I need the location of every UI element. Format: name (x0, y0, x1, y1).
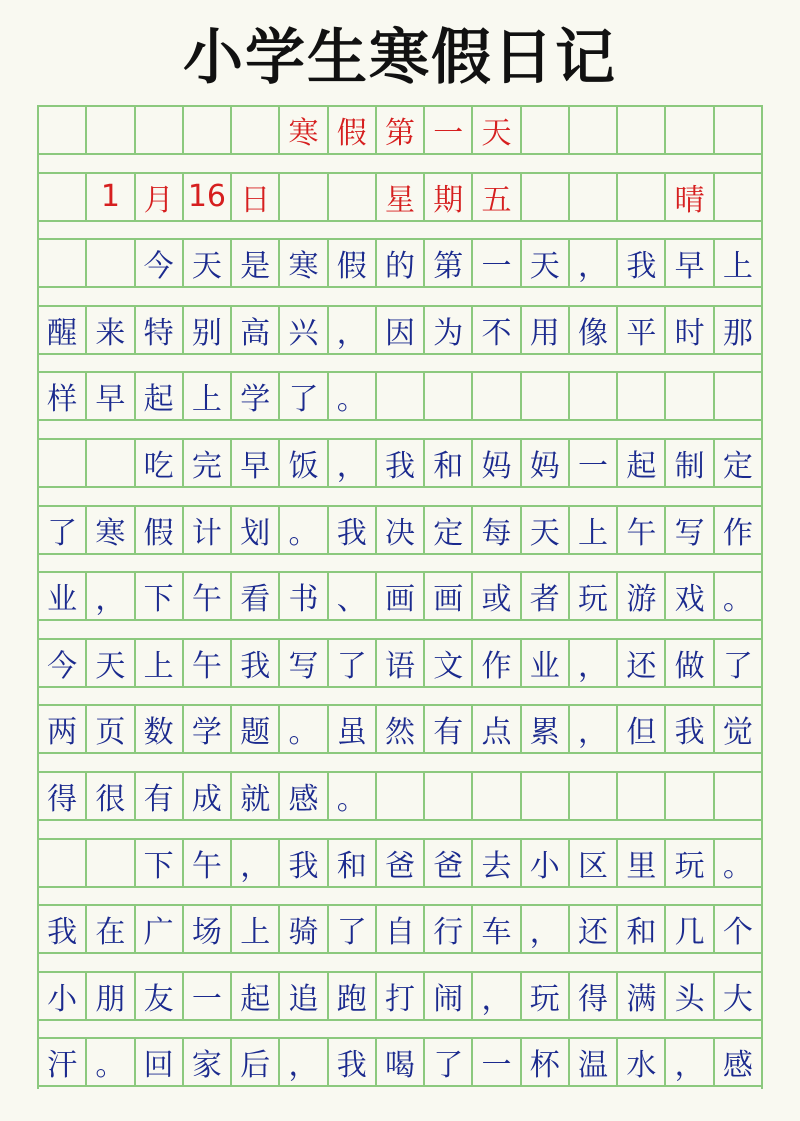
grid-cell (522, 373, 570, 419)
grid-cell (39, 840, 87, 886)
grid-cell: 1 (87, 174, 135, 220)
grid-cell: 区 (570, 840, 618, 886)
grid-cell: 五 (473, 174, 521, 220)
grid-cell: 写 (666, 507, 714, 553)
grid-cell: 午 (184, 640, 232, 686)
grid-cell (715, 773, 761, 819)
grid-cell: 感 (722, 1048, 753, 1084)
grid-cell: 定 (722, 449, 753, 484)
grid-cell (618, 174, 666, 220)
grid-cell: 了 (280, 373, 328, 419)
grid-cell: 。 (329, 373, 377, 419)
grid-cell: 为 (425, 307, 473, 353)
text-row (39, 971, 761, 1021)
grid-cell: 行 (425, 906, 473, 952)
grid-cell: 在 (87, 906, 135, 952)
grid-cell: ， (570, 706, 618, 752)
grid-cell: 第 (425, 240, 473, 286)
grid-cell: 一 (184, 973, 232, 1019)
grid-cell: 兴 (280, 307, 328, 353)
grid-cell: 。 (722, 582, 753, 618)
grid-cell: 了 (722, 648, 753, 684)
grid-cell: 定 (425, 507, 473, 553)
grid-cell (522, 174, 570, 220)
grid-cell: 日 (232, 174, 280, 220)
text-row (39, 638, 761, 688)
grid-cell: 爸 (425, 840, 473, 886)
grid-cell: ， (666, 1039, 714, 1085)
grid-cell: 广 (136, 906, 184, 952)
grid-cell: ， (570, 240, 618, 286)
grid-cell: ， (329, 307, 377, 353)
grid-cell: 戏 (666, 573, 714, 619)
grid-cell: 朋 (87, 973, 135, 1019)
grid-cell: 假 (136, 507, 184, 553)
grid-cell: 后 (232, 1039, 280, 1085)
grid-cell: 我 (232, 640, 280, 686)
grid-cell (473, 373, 521, 419)
grid-cell: 和 (618, 906, 666, 952)
grid-cell: ， (87, 573, 135, 619)
grid-cell: 寒 (87, 507, 135, 553)
text-row (39, 838, 761, 888)
text-row (39, 238, 761, 288)
grid-cell: 一 (425, 107, 473, 153)
text-row (39, 371, 761, 421)
grid-cell: 假 (329, 240, 377, 286)
grid-cell: 平 (618, 307, 666, 353)
grid-cell: 小 (39, 973, 87, 1019)
grid-cell: 写 (280, 640, 328, 686)
grid-cell (280, 174, 328, 220)
grid-cell: 回 (136, 1039, 184, 1085)
grid-cell: 早 (666, 240, 714, 286)
grid-cell: 上 (232, 906, 280, 952)
grid-cell (715, 174, 761, 220)
grid-cell: 完 (184, 440, 232, 486)
grid-cell: 16 (184, 174, 232, 220)
grid-cell: 虽 (329, 706, 377, 752)
grid-cell: 起 (136, 373, 184, 419)
grid-cell: 有 (136, 773, 184, 819)
grid-cell: 做 (666, 640, 714, 686)
grid-cell (666, 107, 714, 153)
grid-cell: 作 (722, 515, 753, 551)
grid-cell: 有 (425, 706, 473, 752)
grid-cell: 是 (232, 240, 280, 286)
grid-cell: 水 (618, 1039, 666, 1085)
grid-cell (136, 107, 184, 153)
grid-cell: 者 (522, 573, 570, 619)
grid-cell: 里 (618, 840, 666, 886)
grid-cell (377, 373, 425, 419)
grid-cell: 自 (377, 906, 425, 952)
grid-cell: 期 (425, 174, 473, 220)
grid-cell: 天 (522, 507, 570, 553)
grid-cell: 上 (570, 507, 618, 553)
grid-cell: 和 (425, 440, 473, 486)
grid-cell: 我 (280, 840, 328, 886)
grid-cell (715, 107, 761, 153)
grid-cell: 来 (87, 307, 135, 353)
grid-cell: 下 (136, 840, 184, 886)
grid-cell: 觉 (722, 715, 753, 751)
grid-cell: 像 (570, 307, 618, 353)
grid-cell: 月 (136, 174, 184, 220)
grid-cell: 车 (473, 906, 521, 952)
grid-cell (618, 107, 666, 153)
grid-cell: 场 (184, 906, 232, 952)
grid-cell (87, 440, 135, 486)
grid-cell: 星 (377, 174, 425, 220)
grid-cell: 计 (184, 507, 232, 553)
grid-cell: 。 (329, 773, 377, 819)
grid-cell: 还 (570, 906, 618, 952)
grid-cell: 一 (473, 1039, 521, 1085)
grid-cell (39, 240, 87, 286)
grid-cell: 了 (39, 507, 87, 553)
grid-cell: 我 (329, 1039, 377, 1085)
grid-cell: 骑 (280, 906, 328, 952)
grid-cell: 画 (425, 573, 473, 619)
grid-cell: 学 (232, 373, 280, 419)
grid-cell: 爸 (377, 840, 425, 886)
date-row (39, 172, 761, 222)
grid-cell (87, 107, 135, 153)
grid-cell (39, 107, 87, 153)
grid-cell: 妈 (473, 440, 521, 486)
grid-cell: 、 (329, 573, 377, 619)
diary-heading-row (39, 105, 761, 155)
grid-cell: 几 (666, 906, 714, 952)
grid-cell: 喝 (377, 1039, 425, 1085)
grid-cell: 我 (618, 240, 666, 286)
grid-cell: 汗 (39, 1039, 87, 1085)
grid-cell (522, 773, 570, 819)
grid-cell: 起 (618, 440, 666, 486)
grid-cell: 页 (87, 706, 135, 752)
grid-cell: 午 (184, 840, 232, 886)
grid-cell: ， (232, 840, 280, 886)
grid-cell: 学 (184, 706, 232, 752)
grid-cell: 跑 (329, 973, 377, 1019)
grid-cell: 数 (136, 706, 184, 752)
text-row (39, 438, 761, 488)
grid-cell: 划 (232, 507, 280, 553)
grid-cell: 时 (666, 307, 714, 353)
grid-cell: 题 (232, 706, 280, 752)
grid-cell: 游 (618, 573, 666, 619)
grid-cell: 和 (329, 840, 377, 886)
grid-cell: 画 (377, 573, 425, 619)
text-row (39, 704, 761, 754)
grid-cell (666, 773, 714, 819)
grid-cell (570, 174, 618, 220)
grid-cell: 成 (184, 773, 232, 819)
grid-cell (666, 373, 714, 419)
grid-cell: 。 (87, 1039, 135, 1085)
grid-cell: 闹 (425, 973, 473, 1019)
grid-cell: 打 (377, 973, 425, 1019)
grid-cell: 今 (136, 240, 184, 286)
grid-cell: 天 (184, 240, 232, 286)
text-row (39, 904, 761, 954)
grid-cell: 上 (184, 373, 232, 419)
grid-cell: 第 (377, 107, 425, 153)
grid-cell: 饭 (280, 440, 328, 486)
grid-cell: 或 (473, 573, 521, 619)
grid-cell: 。 (280, 507, 328, 553)
grid-cell (715, 373, 761, 419)
grid-cell: 用 (522, 307, 570, 353)
text-row (39, 505, 761, 555)
grid-cell (473, 773, 521, 819)
grid-cell: 头 (666, 973, 714, 1019)
grid-cell: 还 (618, 640, 666, 686)
grid-cell: 今 (39, 640, 87, 686)
grid-cell: 就 (232, 773, 280, 819)
grid-cell: 上 (136, 640, 184, 686)
grid-cell: 温 (570, 1039, 618, 1085)
grid-cell (570, 773, 618, 819)
grid-cell: 不 (473, 307, 521, 353)
grid-cell: 。 (280, 706, 328, 752)
grid-cell: 感 (280, 773, 328, 819)
grid-cell: 别 (184, 307, 232, 353)
grid-cell: 玩 (666, 840, 714, 886)
grid-cell: 但 (618, 706, 666, 752)
grid-cell: 然 (377, 706, 425, 752)
grid-cell (570, 373, 618, 419)
grid-cell: 我 (39, 906, 87, 952)
grid-cell (329, 174, 377, 220)
grid-cell: 起 (232, 973, 280, 1019)
grid-cell: 天 (473, 107, 521, 153)
grid-cell: 我 (377, 440, 425, 486)
grid-cell: 早 (87, 373, 135, 419)
grid-cell (39, 174, 87, 220)
grid-cell: 得 (570, 973, 618, 1019)
grid-cell (425, 773, 473, 819)
grid-cell: 制 (666, 440, 714, 486)
grid-cell: 寒 (280, 240, 328, 286)
grid-cell (425, 373, 473, 419)
grid-cell: 作 (473, 640, 521, 686)
grid-cell: 点 (473, 706, 521, 752)
text-row (39, 1037, 761, 1087)
grid-cell: 我 (329, 507, 377, 553)
grid-cell: 假 (329, 107, 377, 153)
grid-cell: 大 (722, 981, 753, 1017)
grid-cell: 家 (184, 1039, 232, 1085)
grid-cell: 小 (522, 840, 570, 886)
writing-grid (37, 105, 763, 1089)
grid-cell: 两 (39, 706, 87, 752)
grid-cell: 看 (232, 573, 280, 619)
grid-cell (618, 773, 666, 819)
grid-cell: ， (473, 973, 521, 1019)
grid-cell: 书 (280, 573, 328, 619)
grid-cell (570, 107, 618, 153)
grid-cell (39, 440, 87, 486)
grid-cell: 天 (87, 640, 135, 686)
grid-cell: 妈 (522, 440, 570, 486)
grid-cell (184, 107, 232, 153)
grid-cell: 了 (425, 1039, 473, 1085)
grid-cell: 追 (280, 973, 328, 1019)
grid-cell (522, 107, 570, 153)
grid-cell: 业 (39, 573, 87, 619)
grid-cell: 醒 (39, 307, 87, 353)
grid-cell: 杯 (522, 1039, 570, 1085)
grid-cell: 的 (377, 240, 425, 286)
grid-cell: 晴 (666, 174, 714, 220)
text-row (39, 305, 761, 355)
grid-cell: ， (280, 1039, 328, 1085)
page-title: 小学生寒假日记 (183, 23, 617, 93)
grid-cell: 很 (87, 773, 135, 819)
grid-cell: 得 (39, 773, 87, 819)
grid-cell: 决 (377, 507, 425, 553)
grid-cell: 样 (39, 373, 87, 419)
grid-cell: 个 (722, 915, 753, 951)
grid-cell: 午 (618, 507, 666, 553)
grid-cell: 玩 (522, 973, 570, 1019)
grid-cell (377, 773, 425, 819)
grid-cell: 满 (618, 973, 666, 1019)
text-row (39, 771, 761, 821)
grid-cell: 玩 (570, 573, 618, 619)
grid-cell (87, 240, 135, 286)
grid-cell: 吃 (136, 440, 184, 486)
grid-cell: 寒 (280, 107, 328, 153)
grid-cell: ， (329, 440, 377, 486)
grid-cell: 一 (473, 240, 521, 286)
grid-cell: 一 (570, 440, 618, 486)
grid-cell: 友 (136, 973, 184, 1019)
grid-cell: ， (570, 640, 618, 686)
grid-cell (232, 107, 280, 153)
grid-cell: 我 (666, 706, 714, 752)
grid-cell: 累 (522, 706, 570, 752)
grid-cell: 下 (136, 573, 184, 619)
grid-cell: 业 (522, 640, 570, 686)
grid-cell (87, 840, 135, 886)
grid-cell: 上 (722, 249, 753, 285)
grid-cell: 。 (722, 848, 753, 884)
grid-cell: ， (522, 906, 570, 952)
grid-cell: 去 (473, 840, 521, 886)
grid-cell: 高 (232, 307, 280, 353)
grid-cell: 了 (329, 640, 377, 686)
grid-cell: 午 (184, 573, 232, 619)
grid-cell: 因 (377, 307, 425, 353)
grid-cell: 早 (232, 440, 280, 486)
grid-cell: 语 (377, 640, 425, 686)
grid-cell: 了 (329, 906, 377, 952)
text-row (39, 571, 761, 621)
grid-cell: 那 (722, 315, 753, 351)
grid-cell: 特 (136, 307, 184, 353)
grid-cell: 文 (425, 640, 473, 686)
grid-cell: 天 (522, 240, 570, 286)
grid-cell (618, 373, 666, 419)
grid-cell: 每 (473, 507, 521, 553)
